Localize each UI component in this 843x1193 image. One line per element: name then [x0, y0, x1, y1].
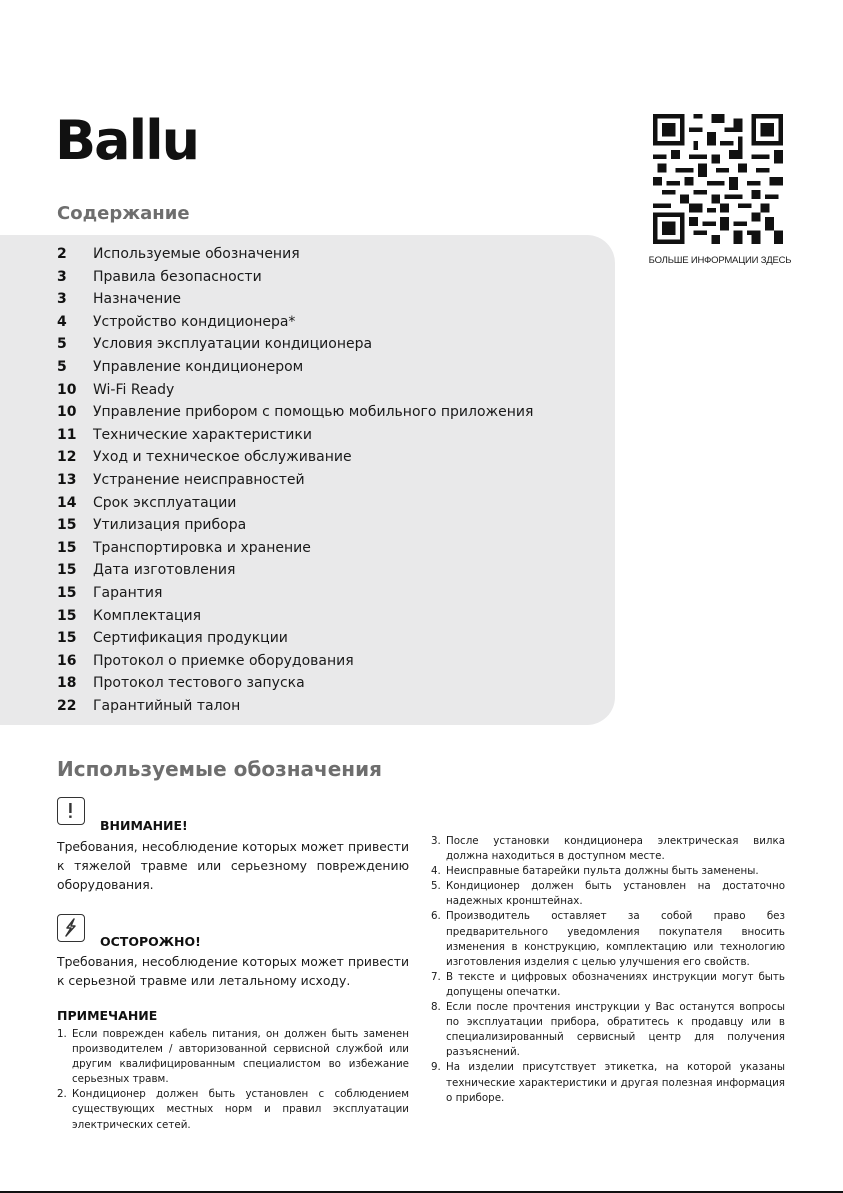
toc-item-title: Уход и техническое обслуживание: [93, 449, 352, 466]
toc-page-number: 15: [57, 630, 77, 647]
toc-item-title: Назначение: [93, 291, 182, 308]
toc-item-title: Гарантийный талон: [93, 697, 241, 714]
exclamation-icon: [57, 797, 85, 825]
toc-item-title: Условия эксплуатации кондиционера: [93, 336, 373, 353]
toc-page-number: 15: [57, 517, 77, 534]
caution-label: ОСТОРОЖНО!: [100, 934, 201, 949]
toc-item-title: Устройство кондиционера*: [93, 313, 296, 330]
toc-page-number: 22: [57, 697, 77, 714]
toc-page-number: 18: [57, 675, 77, 692]
qr-caption: БОЛЬШЕ ИНФОРМАЦИИ ЗДЕСЬ: [648, 255, 792, 266]
list-item: [431, 864, 785, 879]
list-item-number: 1.: [57, 1028, 67, 1040]
toc-item-title: Утилизация прибора: [93, 517, 247, 534]
toc-item-title: Сертификация продукции: [93, 630, 288, 647]
toc-item-title: Протокол тестового запуска: [93, 675, 305, 692]
toc-page-number: 2: [57, 246, 67, 262]
list-item-number: 2.: [57, 1088, 67, 1101]
attention-label: ВНИМАНИЕ!: [100, 818, 188, 833]
note-title: ПРИМЕЧАНИЕ: [57, 1008, 158, 1023]
toc-page-number: 5: [57, 358, 67, 375]
toc-page-number: 16: [57, 652, 77, 669]
section-title: Используемые обозначения: [57, 757, 382, 781]
list-item-text: В тексте и цифровых обозначениях инструкции могут быть допущены опечатки.: [446, 970, 785, 998]
list-item-text: Производитель оставляет за собой право без предварительного уведомления покупателя вносить изменения в конструкцию, комплектацию или технологию изготовления изделия с целью улучшения его свойств.: [446, 910, 785, 968]
list-item-number: 3.: [431, 835, 441, 847]
note-list-right: [431, 834, 785, 1106]
toc-item-title: Используемые обозначения: [93, 246, 300, 262]
toc-page-number: 3: [57, 291, 67, 308]
list-item-text: Если поврежден кабель питания, он должен быть заменен производителем / авторизованной сервисной службой или другим квалифицированным специалистом во избежание серьезных травм.: [72, 1028, 409, 1086]
toc-page-number: 4: [57, 313, 67, 330]
toc-item-title: Дата изготовления: [93, 562, 236, 579]
toc-item-title: Технические характеристики: [93, 426, 312, 443]
toc-item-title: Wi-Fi Ready: [93, 381, 175, 398]
toc-page-number: 3: [57, 268, 67, 285]
list-item-text: Кондиционер должен быть установлен на достаточно надежных кронштейнах.: [446, 880, 785, 908]
note-list-left: [57, 1027, 409, 1133]
toc-page-number: 15: [57, 584, 77, 601]
list-item: [431, 879, 785, 909]
toc-page-number: 14: [57, 494, 77, 511]
list-item: [57, 1027, 409, 1087]
toc-page-number: 15: [57, 539, 77, 556]
toc-page-number: 10: [57, 404, 77, 421]
toc-item-title: Комплектация: [93, 607, 202, 624]
toc-page-number: 13: [57, 471, 77, 488]
list-item-number: 8.: [431, 1001, 441, 1014]
list-item-text: Неисправные батарейки пульта должны быть заменены.: [446, 865, 759, 878]
list-item: [431, 1060, 785, 1105]
list-item-text: Кондиционер должен быть установлен с соблюдением существующих местных норм и правил эксплуатации электрических сетей.: [72, 1088, 409, 1131]
toc-title: Содержание: [57, 203, 190, 224]
list-item: [431, 909, 785, 969]
toc-page-number: 15: [57, 607, 77, 624]
attention-text: Требования, несоблюдение которых может привести к тяжелой травме или серьезному повреждению оборудования.: [57, 839, 409, 892]
list-item: [431, 1000, 785, 1060]
list-item-text: После установки кондиционера электрическая вилка должна находиться в доступном месте.: [446, 835, 785, 863]
list-item: [431, 834, 785, 864]
toc-item-title: Протокол о приемке оборудования: [93, 652, 354, 669]
toc-item-title: Транспортировка и хранение: [93, 539, 311, 556]
qr-code-icon[interactable]: [653, 114, 783, 244]
toc-page-number: 10: [57, 381, 77, 398]
brand-logo: Ballu: [55, 109, 199, 172]
toc-item-title: Устранение неисправностей: [93, 471, 305, 488]
list-item: [57, 1087, 409, 1132]
toc-item-title: Гарантия: [93, 584, 163, 601]
list-item-number: 5.: [431, 880, 441, 893]
toc-page-number: 15: [57, 562, 77, 579]
list-item-number: 4.: [431, 865, 441, 878]
lightning-icon: [57, 914, 85, 942]
toc-page-number: 5: [57, 336, 67, 353]
list-item-number: 9.: [431, 1061, 441, 1074]
toc-item-title: Правила безопасности: [93, 268, 262, 285]
caution-text: Требования, несоблюдение которых может привести к серьезной травме или летальному исходу.: [57, 954, 409, 988]
list-item-number: 7.: [431, 970, 441, 983]
toc-page-number: 11: [57, 426, 77, 443]
list-item-text: На изделии присутствует этикетка, на которой указаны технические характеристики и другая полезная информация о приборе.: [446, 1061, 785, 1104]
toc-item-title: Управление кондиционером: [93, 358, 304, 375]
list-item-number: 6.: [431, 910, 441, 923]
toc-item-title: Срок эксплуатации: [93, 494, 237, 511]
toc-item-title: Управление прибором с помощью мобильного приложения: [93, 404, 534, 421]
list-item-text: Если после прочтения инструкции у Вас останутся вопросы по эксплуатации прибора, обратитесь к продавцу или в специализированный сервисный центр для получения разъяснений.: [446, 1001, 785, 1059]
toc-page-number: 12: [57, 449, 77, 466]
list-item: [431, 970, 785, 1000]
